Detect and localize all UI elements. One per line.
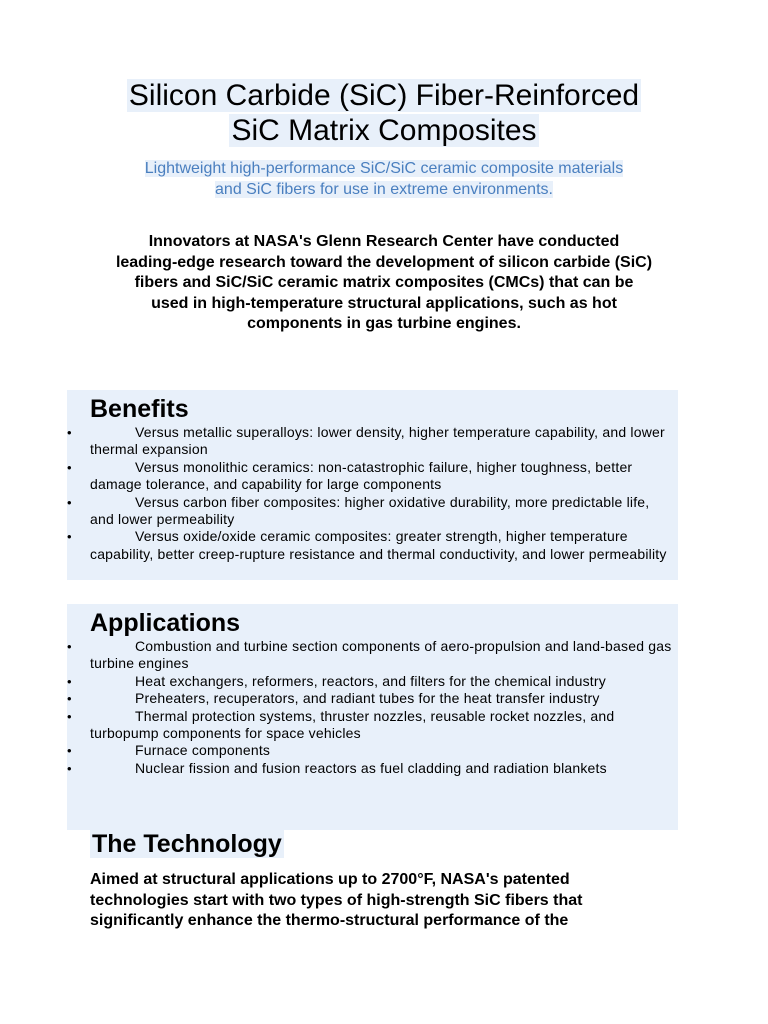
list-item-text: Versus oxide/oxide ceramic composites: greater strength, higher temperature capability, better creep-rupture resistance and thermal conductivity, and lower permeability [90,528,667,562]
bullet-icon: • [67,691,72,707]
technology-heading-text: The Technology [92,830,282,858]
list-item-text: Furnace components [135,742,271,759]
list-item [67,760,678,777]
technology-paragraph [90,870,650,932]
applications-heading: Applications [90,609,241,637]
bullet-icon: • [67,743,72,759]
bullet-icon: • [67,673,72,689]
list-item-text: Versus metallic superalloys: lower density, higher temperature capability, and lower thermal expansion [90,424,665,458]
page-subtitle [60,158,708,200]
technology-line: significantly enhance the thermo-structural performance of the [90,912,569,930]
intro-line: Innovators at NASA's Glenn Research Center have conducted [148,233,620,250]
list-item [67,742,678,759]
intro-line: used in high-temperature structural applications, such as hot [151,294,617,312]
applications-list [67,638,678,777]
list-item [67,424,678,459]
benefits-list [67,424,678,563]
list-item-text: Combustion and turbine section components of aero-propulsion and land-based gas turbine engines [90,638,672,672]
list-item [67,708,678,743]
bullet-icon: • [67,529,72,545]
intro-line: components in gas turbine engines. [247,315,521,333]
list-item [67,690,678,707]
bullet-icon: • [67,760,72,776]
page-subtitle-line-1: Lightweight high-performance SiC/SiC ceramic composite materials [144,160,624,177]
list-item-text: Versus monolithic ceramics: non-catastrophic failure, higher toughness, better damage tolerance, and capability for large components [90,458,633,493]
bullet-icon: • [67,459,72,475]
applications-section [67,604,678,830]
bullet-icon: • [67,425,72,440]
page-title-line-1: Silicon Carbide (SiC) Fiber-Reinforced [128,79,640,112]
list-item-text: Nuclear fission and fusion reactors as fuel cladding and radiation blankets [135,759,607,776]
list-item-text: Versus carbon fiber composites: higher oxidative durability, more predictable life, and lower permeability [90,493,650,528]
technology-heading [90,828,284,860]
list-item-text: Heat exchangers, reformers, reactors, and filters for the chemical industry [135,672,606,689]
intro-line: leading-edge research toward the development of silicon carbide (SiC) [115,253,653,271]
bullet-icon: • [67,494,72,510]
list-item [67,494,678,529]
page-title-line-2: SiC Matrix Composites [231,114,537,147]
intro-paragraph [85,232,683,335]
bullet-icon: • [67,708,72,724]
list-item-text: Thermal protection systems, thruster nozzles, reusable rocket nozzles, and turbopump components for space vehicles [90,707,615,742]
list-item [67,673,678,690]
list-item [67,638,678,673]
intro-line: fibers and SiC/SiC ceramic matrix composites (CMCs) that can be [134,274,634,292]
page-subtitle-line-2: and SiC fibers for use in extreme environments. [215,181,553,198]
list-item [67,459,678,494]
benefits-heading: Benefits [90,395,189,423]
technology-line: Aimed at structural applications up to 2700°F, NASA's patented [90,871,570,888]
page-title [60,78,708,148]
list-item-text: Preheaters, recuperators, and radiant tubes for the heat transfer industry [135,690,600,707]
benefits-section [67,390,678,580]
technology-line: technologies start with two types of high-strength SiC fibers that [90,891,583,909]
bullet-icon: • [67,639,72,654]
list-item [67,528,678,563]
